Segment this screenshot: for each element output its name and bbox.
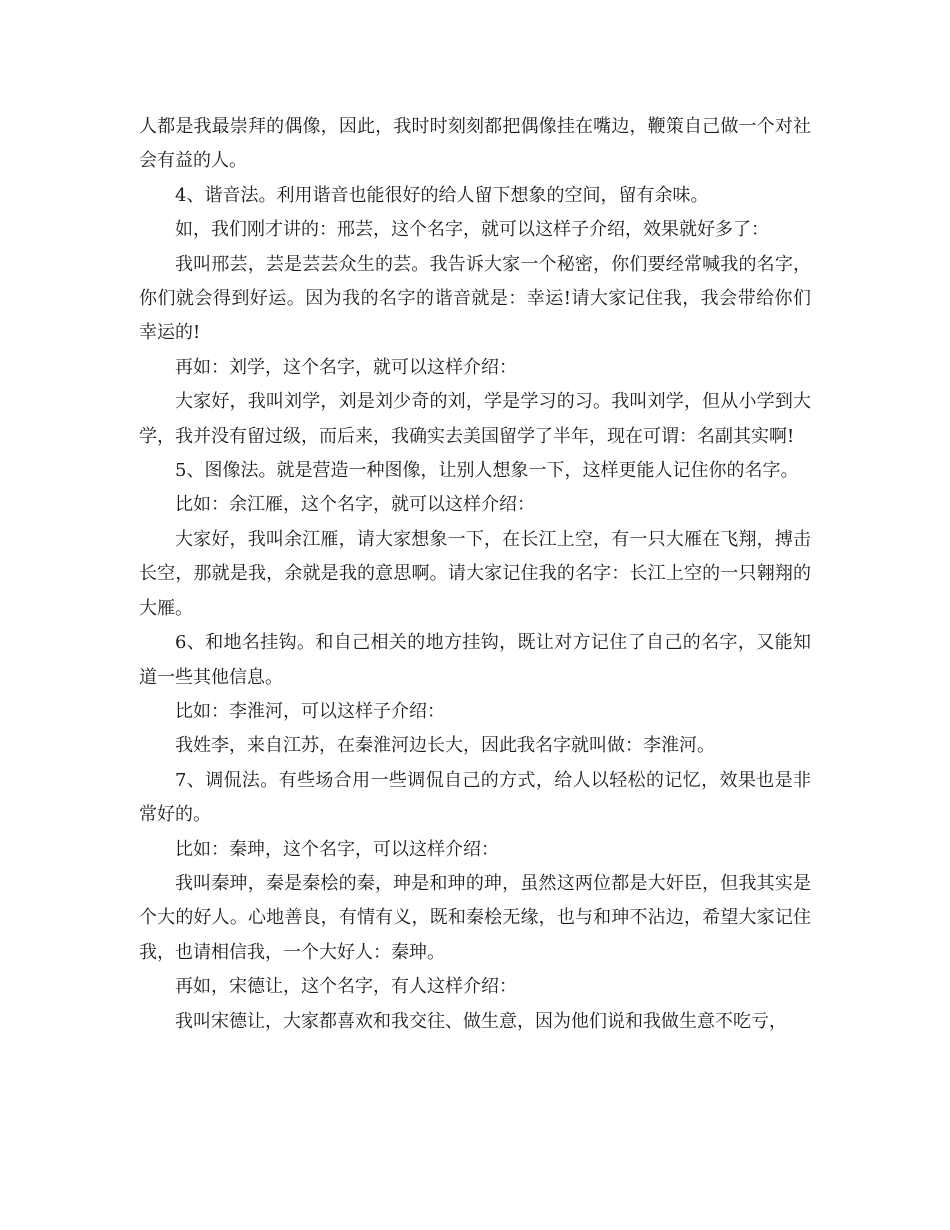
- paragraph: 再如：刘学，这个名字，就可以这样介绍：: [175, 356, 517, 378]
- paragraph: 如，我们刚才讲的：邢芸，这个名字，就可以这样子介绍，效果就好多了：: [175, 219, 769, 241]
- paragraph: 大家好，我叫刘学，刘是刘少奇的刘，学是学习的习。我叫刘学，但从小学到大学，我并没有留过级，而后来，我确实去美国留学了半年，现在可谓：名副其实啊!: [139, 391, 811, 447]
- paragraph: 7、调侃法。有些场合用一些调侃自己的方式，给人以轻松的记忆，效果也是非常好的。: [139, 769, 811, 826]
- document-body: [139, 110, 811, 1039]
- paragraph: 6、和地名挂钩。和自己相关的地方挂钩，既让对方记住了自己的名字，又能知道一些其他信息。: [139, 632, 811, 688]
- paragraph: 比如：李淮河，可以这样子介绍：: [175, 700, 445, 722]
- paragraph: 大家好，我叫余江雁，请大家想象一下，在长江上空，有一只大雁在飞翔，搏击长空，那就是我，余就是我的意思啊。请大家记住我的名字：长江上空的一只翱翔的大雁。: [139, 528, 811, 619]
- paragraph: 5、图像法。就是营造一种图像，让别人想象一下，这样更能人记住你的名字。: [175, 460, 799, 482]
- paragraph: 人都是我最崇拜的偶像，因此，我时时刻刻都把偶像挂在嘴边，鞭策自己做一个对社会有益的人。: [139, 116, 811, 172]
- paragraph: 4、谐音法。利用谐音也能很好的给人留下想象的空间，留有余味。: [175, 184, 709, 206]
- paragraph: 我叫邢芸，芸是芸芸众生的芸。我告诉大家一个秘密，你们要经常喊我的名字，你们就会得到好运。因为我的名字的谐音就是：幸运!请大家记住我，我会带给你们幸运的!: [139, 253, 811, 344]
- paragraph: 再如，宋德让，这个名字，有人这样介绍：: [175, 976, 517, 998]
- paragraph: 我姓李，来自江苏，在秦淮河边长大，因此我名字就叫做：李淮河。: [175, 735, 715, 757]
- paragraph: 比如：秦珅，这个名字，可以这样介绍：: [175, 838, 499, 860]
- paragraph: 我叫宋德让，大家都喜欢和我交往、做生意，因为他们说和我做生意不吃亏，: [175, 1010, 787, 1032]
- paragraph: 我叫秦珅，秦是秦桧的秦，珅是和珅的珅，虽然这两位都是大奸臣，但我其实是个大的好人。心地善良，有情有义，既和秦桧无缘，也与和珅不沾边，希望大家记住我，也请相信我，一个大好人：秦珅。: [139, 872, 811, 963]
- paragraph: 比如：余江雁，这个名字，就可以这样介绍：: [175, 494, 535, 516]
